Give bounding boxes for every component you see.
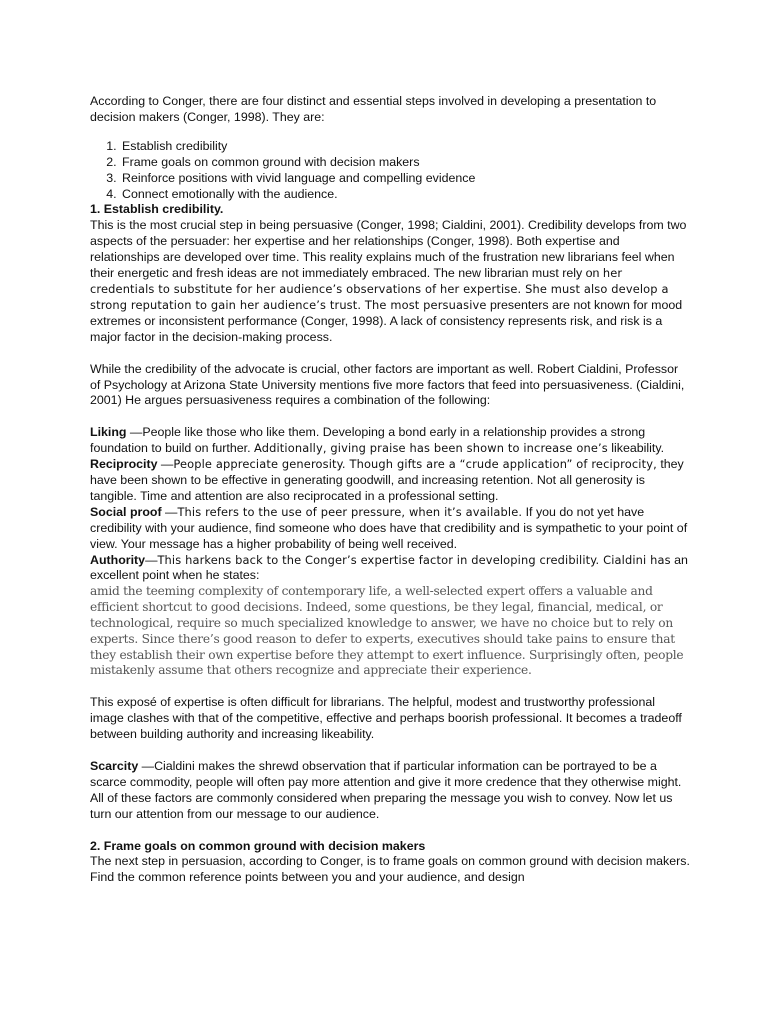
factor-label: Scarcity (90, 758, 139, 773)
expose-paragraph: This exposé of expertise is often difficult for librarians. The helpful, modest and trustworthy professional image clashes with that of the competitive, effective and perhaps boorish professional. It becomes a tradeoff between building authority and increasing likeability. (90, 695, 682, 741)
factor-social-proof: Social proof —This refers to the use of peer pressure, when it’s available. If you do not yet have credibility with your audience, find someone who does have that credibility and is sympathetic to your point of view. Your message has a higher probability of being well received. (90, 504, 688, 551)
all-factors-paragraph: All of these factors are commonly considered when preparing the message you wish to convey. Now let us turn our attention from our message to our audience. (90, 790, 673, 821)
factor-label: Reciprocity (90, 457, 158, 472)
factor-reciprocity: Reciprocity —People appreciate generosity. Though gifts are a “crude application” of reciprocity, they have been shown to be effective in generating goodwill, and increasing retention. Not all generosity is tangible. Time and attention are also reciprocated in a professional setting. (90, 457, 684, 503)
list-item: 1. Establish credibility (120, 139, 690, 155)
section2-paragraph: The next step in persuasion, according to Conger, is to frame goals on common ground with decision makers. Find the common reference points between you and your audience, and design (90, 854, 690, 885)
list-item: 2. Frame goals on common ground with decision makers (120, 155, 690, 171)
section1-heading: 1. Establish credibility. (90, 202, 224, 217)
factor-authority: Authority—This harkens back to the Conger’s expertise factor in developing credibility. Cialdini has an excellent point when he states: (90, 552, 688, 583)
factor-label: Social proof (90, 504, 162, 519)
list-item: 3. Reinforce positions with vivid language and compelling evidence (120, 171, 690, 187)
factor-label: Authority (90, 552, 146, 567)
intro-paragraph: According to Conger, there are four distinct and essential steps involved in developing a presentation to decision makers (Conger, 1998). They are: (90, 94, 657, 124)
cialdini-intro-paragraph: While the credibility of the advocate is crucial, other factors are important as well. Robert Cialdini, Professor of Psychology at Arizona State University mentions five more factors that feed into persuasiveness. (Cialdini, 2001) He argues persuasiveness requires a combination of the following: (90, 361, 685, 408)
factor-scarcity: Scarcity —Cialdini makes the shrewd observation that if particular information can be portrayed to be a scarce commodity, people will often pay more attention and give it more credence that they otherwise might. (90, 758, 682, 789)
list-item: 4. Connect emotionally with the audience. (120, 187, 690, 203)
section2-heading: 2. Frame goals on common ground with decision makers (90, 838, 426, 853)
section1-paragraph: This is the most crucial step in being persuasive (Conger, 1998; Cialdini, 2001). Credibility develops from two aspects of the persuader: her expertise and her relationships (Conger, 1998). Both expertise and relationships are developed over time. This reality explains much of the frustration new librarians feel when their energetic and fresh ideas are not immediately embraced. The new librarian must rely on her credentials to substitute for her audience’s observations of her expertise. She must also develop a strong reputation to gain her audience’s trust. The most persuasive presenters are not known for mood extremes or inconsistent performance (Conger, 1998). A lack of consistency represents risk, and risk is a major factor in the decision-making process. (90, 218, 687, 344)
document-page (90, 94, 690, 886)
factor-label: Liking (90, 425, 127, 440)
steps-list (90, 139, 690, 203)
block-quote: amid the teeming complexity of contemporary life, a well-selected expert offers a valuable and efficient shortcut to good decisions. Indeed, some questions, be they legal, financial, medical, or technological, require so much specialized knowledge to answer, we have no choice but to rely on experts. Since there’s good reason to defer to experts, executives should take pains to ensure that they establish their own expertise before they attempt to exert influence. Surprisingly often, people mistakenly assume that others recognize and appreciate their experience. (90, 584, 684, 678)
factor-liking: Liking —People like those who like them. Developing a bond early in a relationship provides a strong foundation to build on further. Additionally, giving praise has been shown to increase one’s likeability. (90, 425, 665, 456)
